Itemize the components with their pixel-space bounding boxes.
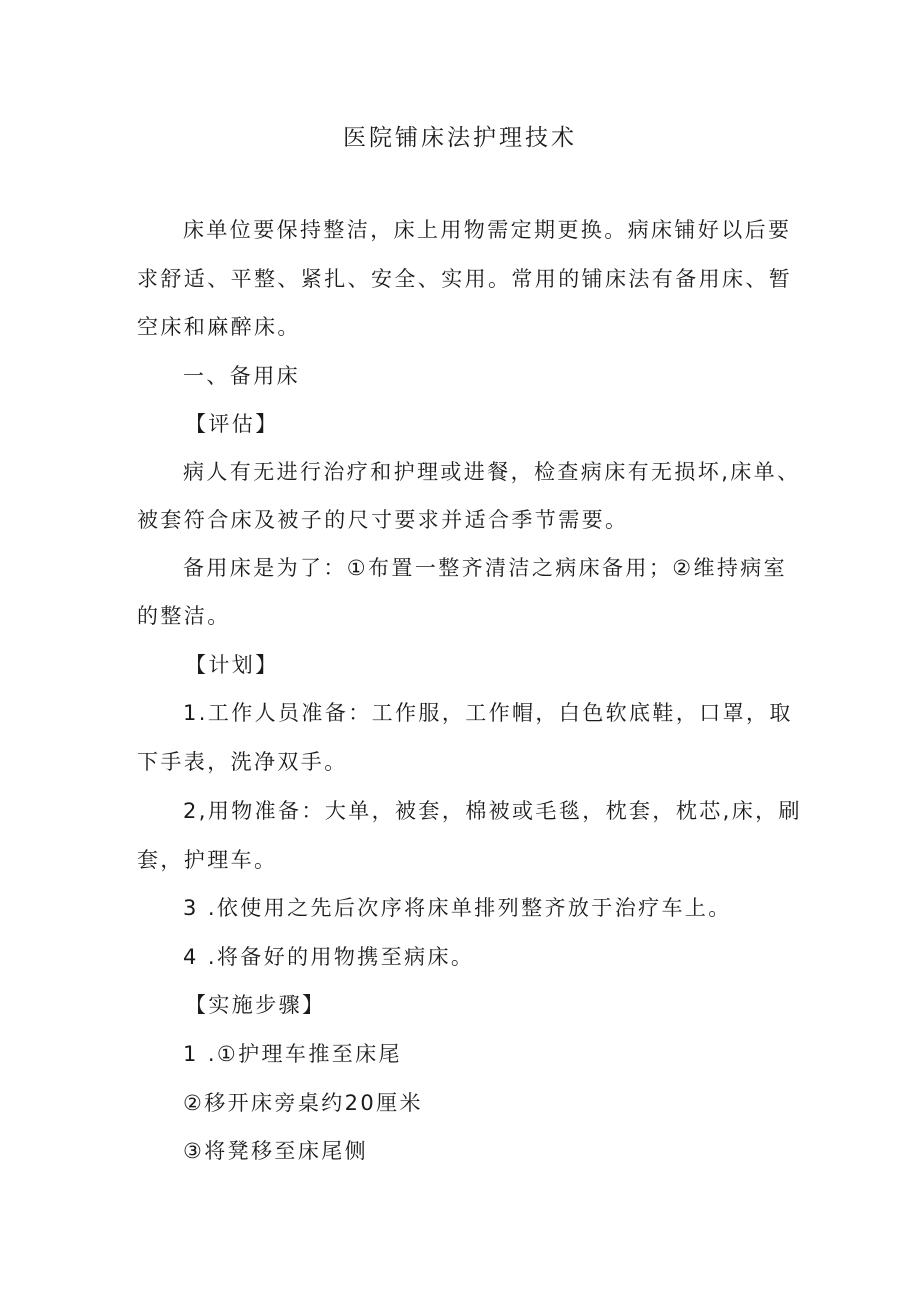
list-item: 2,用物准备：大单，被套，棉被或毛毯，枕套，枕芯,床，刷 bbox=[183, 799, 802, 823]
section-heading: 一、备用床 bbox=[183, 364, 300, 388]
paragraph-line: 求舒适、平整、紧扎、安全、实用。常用的铺床法有备用床、暂 bbox=[137, 267, 793, 291]
paragraph-line: 床单位要保持整洁，床上用物需定期更换。病床铺好以后要 bbox=[183, 218, 792, 242]
paragraph-line: 病人有无进行治疗和护理或进餐，检查病床有无损坏,床单、 bbox=[183, 460, 801, 484]
paragraph-line: 空床和麻醉床。 bbox=[137, 315, 301, 339]
list-item: 3 .依使用之先后次序将床单排列整齐放于治疗车上。 bbox=[183, 896, 732, 920]
list-item: 1.工作人员准备：工作服，工作帽，白色软底鞋，口罩，取 bbox=[183, 701, 793, 725]
paragraph-line: 被套符合床及被子的尺寸要求并适合季节需要。 bbox=[137, 508, 629, 532]
subsection-heading: 【计划】 bbox=[185, 653, 279, 677]
subsection-heading: 【实施步骤】 bbox=[185, 993, 326, 1017]
list-item: 1 .①护理车推至床尾 bbox=[183, 1042, 402, 1066]
list-item: 4 .将备好的用物携至病床。 bbox=[183, 945, 475, 969]
document-title: 医院铺床法护理技术 bbox=[343, 125, 577, 151]
paragraph-line: 备用床是为了：①布置一整齐清洁之病床备用；②维持病室 bbox=[183, 556, 788, 580]
list-item-continuation: 下手表，洗净双手。 bbox=[137, 750, 348, 774]
subsection-heading: 【评估】 bbox=[185, 412, 279, 436]
list-item-continuation: 套，护理车。 bbox=[137, 848, 278, 872]
list-item: ②移开床旁桌约20厘米 bbox=[183, 1091, 423, 1115]
paragraph-line: 的整洁。 bbox=[137, 604, 231, 628]
list-item: ③将凳移至床尾侧 bbox=[183, 1139, 369, 1163]
